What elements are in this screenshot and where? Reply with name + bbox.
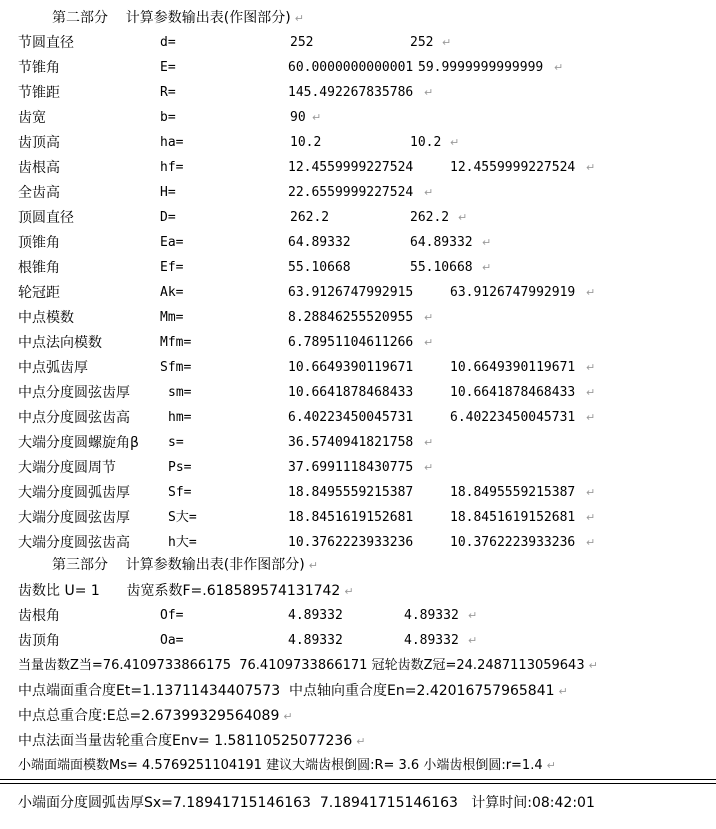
gear-ratio-line: 齿数比 U= 1 齿宽系数F=.618589574131742 ↵ (18, 583, 354, 599)
param-symbol: S大= (168, 510, 197, 525)
param-symbol: b= (160, 110, 176, 125)
param-value-2: 55.10668 (410, 260, 473, 275)
param-value-2: 63.9126747992919 (450, 285, 576, 300)
param-symbol: d= (160, 35, 176, 50)
param-row (18, 431, 708, 455)
param-value-1: 18.8451619152681 (288, 510, 414, 525)
param-value-2: 64.89332 (410, 235, 473, 250)
param-label: 节锥距 (18, 85, 60, 101)
param-row (18, 331, 708, 355)
param-row (18, 106, 708, 130)
param-symbol: hm= (168, 410, 192, 425)
param-symbol: s= (168, 435, 184, 450)
paragraph-mark: ↵ (458, 211, 468, 224)
param-value-1: 6.40223450045731 (288, 410, 414, 425)
param-symbol: Sfm= (160, 360, 192, 375)
total-contact-ratio-line: 中点总重合度:E总=2.67399329564089 ↵ (18, 708, 293, 724)
param-value-1: 60.0000000000001 (288, 60, 414, 75)
param-label: 中点弧齿厚 (18, 360, 88, 376)
param-value-1: 64.89332 (288, 235, 351, 250)
param-row (18, 356, 708, 380)
param-row (18, 531, 708, 555)
param-value-1: 63.9126747992915 (288, 285, 414, 300)
param-value-1: 8.28846255520955 (288, 310, 414, 325)
section2-heading: 第二部分 计算参数输出表(作图部分) ↵ (52, 10, 304, 26)
param-label: 大端分度圆弦齿高 (18, 535, 130, 551)
param-symbol: Ps= (168, 460, 192, 475)
param-label: 齿顶角 (18, 633, 60, 649)
param-value-2: 262.2 (410, 210, 450, 225)
param-label: 大端分度圆弦齿厚 (18, 510, 130, 526)
param-label: 中点法向模数 (18, 335, 102, 351)
param-value-1: 252 (290, 35, 314, 50)
param-value-2: 18.8451619152681 (450, 510, 576, 525)
param-value-1: 145.492267835786 (288, 85, 414, 100)
horizontal-rule (0, 779, 716, 780)
param-symbol: H= (160, 185, 176, 200)
paragraph-mark: ↵ (424, 436, 434, 449)
param-row (18, 181, 708, 205)
param-row (18, 306, 708, 330)
equivalent-teeth-line: 当量齿数Z当=76.4109733866175 76.4109733866171 冠轮齿数Z冠=24.2487113059643 ↵ (18, 658, 598, 673)
param-value-1: 4.89332 (288, 608, 343, 623)
param-label: 根锥角 (18, 260, 60, 276)
paragraph-mark: ↵ (586, 286, 596, 299)
param-value-2: 4.89332 (404, 633, 459, 648)
param-label: 齿宽 (18, 110, 46, 126)
param-value-2: 10.6649390119671 (450, 360, 576, 375)
param-symbol: ha= (160, 135, 184, 150)
paragraph-mark: ↵ (554, 61, 564, 74)
param-value-1: 37.6991118430775 (288, 460, 414, 475)
param-label: 中点分度圆弦齿高 (18, 410, 130, 426)
param-row (18, 506, 708, 530)
param-value-1: 10.3762223933236 (288, 535, 414, 550)
section3-heading: 第三部分 计算参数输出表(非作图部分) ↵ (52, 557, 318, 573)
param-value-1: 36.5740941821758 (288, 435, 414, 450)
param-symbol: Ea= (160, 235, 184, 250)
paragraph-mark: ↵ (586, 386, 596, 399)
param-row (18, 31, 708, 55)
param-value-1: 262.2 (290, 210, 330, 225)
param-row (18, 256, 708, 280)
param-symbol: hf= (160, 160, 184, 175)
param-symbol: Oa= (160, 633, 184, 648)
paragraph-mark: ↵ (312, 111, 322, 124)
param-value-1: 55.10668 (288, 260, 351, 275)
horizontal-rule-2 (0, 783, 716, 784)
normal-equivalent-contact-line: 中点法面当量齿轮重合度Env= 1.58110525077236 ↵ (18, 733, 366, 749)
param-row (18, 281, 708, 305)
param-symbol: sm= (168, 385, 192, 400)
param-symbol: Of= (160, 608, 184, 623)
param-label: 中点分度圆弦齿厚 (18, 385, 130, 401)
param-symbol: Mm= (160, 310, 184, 325)
param-value-2: 18.8495559215387 (450, 485, 576, 500)
param-label: 大端分度圆周节 (18, 460, 116, 476)
param-row (18, 81, 708, 105)
param-value-1: 22.6559999227524 (288, 185, 414, 200)
param-symbol: Ak= (160, 285, 184, 300)
paragraph-mark: ↵ (586, 536, 596, 549)
param-symbol: E= (160, 60, 176, 75)
param-row (18, 406, 708, 430)
param-symbol: Ef= (160, 260, 184, 275)
param-symbol: D= (160, 210, 176, 225)
param-value-1: 4.89332 (288, 633, 343, 648)
paragraph-mark: ↵ (424, 336, 434, 349)
paragraph-mark: ↵ (586, 161, 596, 174)
param-label: 中点模数 (18, 310, 74, 326)
paragraph-mark: ↵ (586, 361, 596, 374)
param-label: 齿根角 (18, 608, 60, 624)
small-end-module-line: 小端面端面模数Ms= 4.5769251104191 建议大端齿根倒圆:R= 3.6 小端齿根倒圆:r=1.4 ↵ (18, 758, 556, 773)
param-label: 全齿高 (18, 185, 60, 201)
param-value-1: 90 (290, 110, 306, 125)
param-row (18, 156, 708, 180)
param-value-2: 4.89332 (404, 608, 459, 623)
param-value-2: 10.6641878468433 (450, 385, 576, 400)
param-value-1: 10.2 (290, 135, 322, 150)
param-row (18, 381, 708, 405)
contact-ratio-line: 中点端面重合度Et=1.13711434407573 中点轴向重合度En=2.42016757965841 ↵ (18, 683, 568, 699)
param-row (18, 629, 708, 653)
param-symbol: Mfm= (160, 335, 192, 350)
paragraph-mark: ↵ (424, 461, 434, 474)
param-value-2: 12.4559999227524 (450, 160, 576, 175)
paragraph-mark: ↵ (424, 311, 434, 324)
param-symbol: Sf= (168, 485, 192, 500)
param-value-2: 6.40223450045731 (450, 410, 576, 425)
param-value-1: 12.4559999227524 (288, 160, 414, 175)
param-label: 节圆直径 (18, 35, 74, 51)
param-row (18, 604, 708, 628)
paragraph-mark: ↵ (482, 236, 492, 249)
param-value-2: 10.3762223933236 (450, 535, 576, 550)
param-symbol: R= (160, 85, 176, 100)
param-row (18, 456, 708, 480)
param-value-2: 59.9999999999999 (418, 60, 544, 75)
paragraph-mark: ↵ (468, 609, 478, 622)
param-value-1: 6.78951104611266 (288, 335, 414, 350)
param-row (18, 231, 708, 255)
param-row (18, 481, 708, 505)
param-label: 节锥角 (18, 60, 60, 76)
paragraph-mark: ↵ (442, 36, 452, 49)
small-end-arc-thickness-line: 小端面分度圆弧齿厚Sx=7.18941715146163 7.18941715146163 计算时间:08:42:01 (18, 795, 595, 811)
paragraph-mark: ↵ (586, 486, 596, 499)
paragraph-mark: ↵ (586, 511, 596, 524)
param-symbol: h大= (168, 535, 197, 550)
param-row (18, 206, 708, 230)
param-value-2: 252 (410, 35, 434, 50)
param-value-1: 18.8495559215387 (288, 485, 414, 500)
param-label: 顶锥角 (18, 235, 60, 251)
param-row (18, 131, 708, 155)
paragraph-mark: ↵ (482, 261, 492, 274)
param-label: 大端分度圆螺旋角β (18, 435, 139, 451)
param-label: 齿根高 (18, 160, 60, 176)
paragraph-mark: ↵ (424, 86, 434, 99)
paragraph-mark: ↵ (424, 186, 434, 199)
param-value-1: 10.6641878468433 (288, 385, 414, 400)
paragraph-mark: ↵ (468, 634, 478, 647)
paragraph-mark: ↵ (450, 136, 460, 149)
param-label: 顶圆直径 (18, 210, 74, 226)
param-value-2: 10.2 (410, 135, 442, 150)
param-label: 齿顶高 (18, 135, 60, 151)
param-label: 大端分度圆弧齿厚 (18, 485, 130, 501)
param-label: 轮冠距 (18, 285, 60, 301)
paragraph-mark: ↵ (586, 411, 596, 424)
param-row (18, 56, 708, 80)
param-value-1: 10.6649390119671 (288, 360, 414, 375)
